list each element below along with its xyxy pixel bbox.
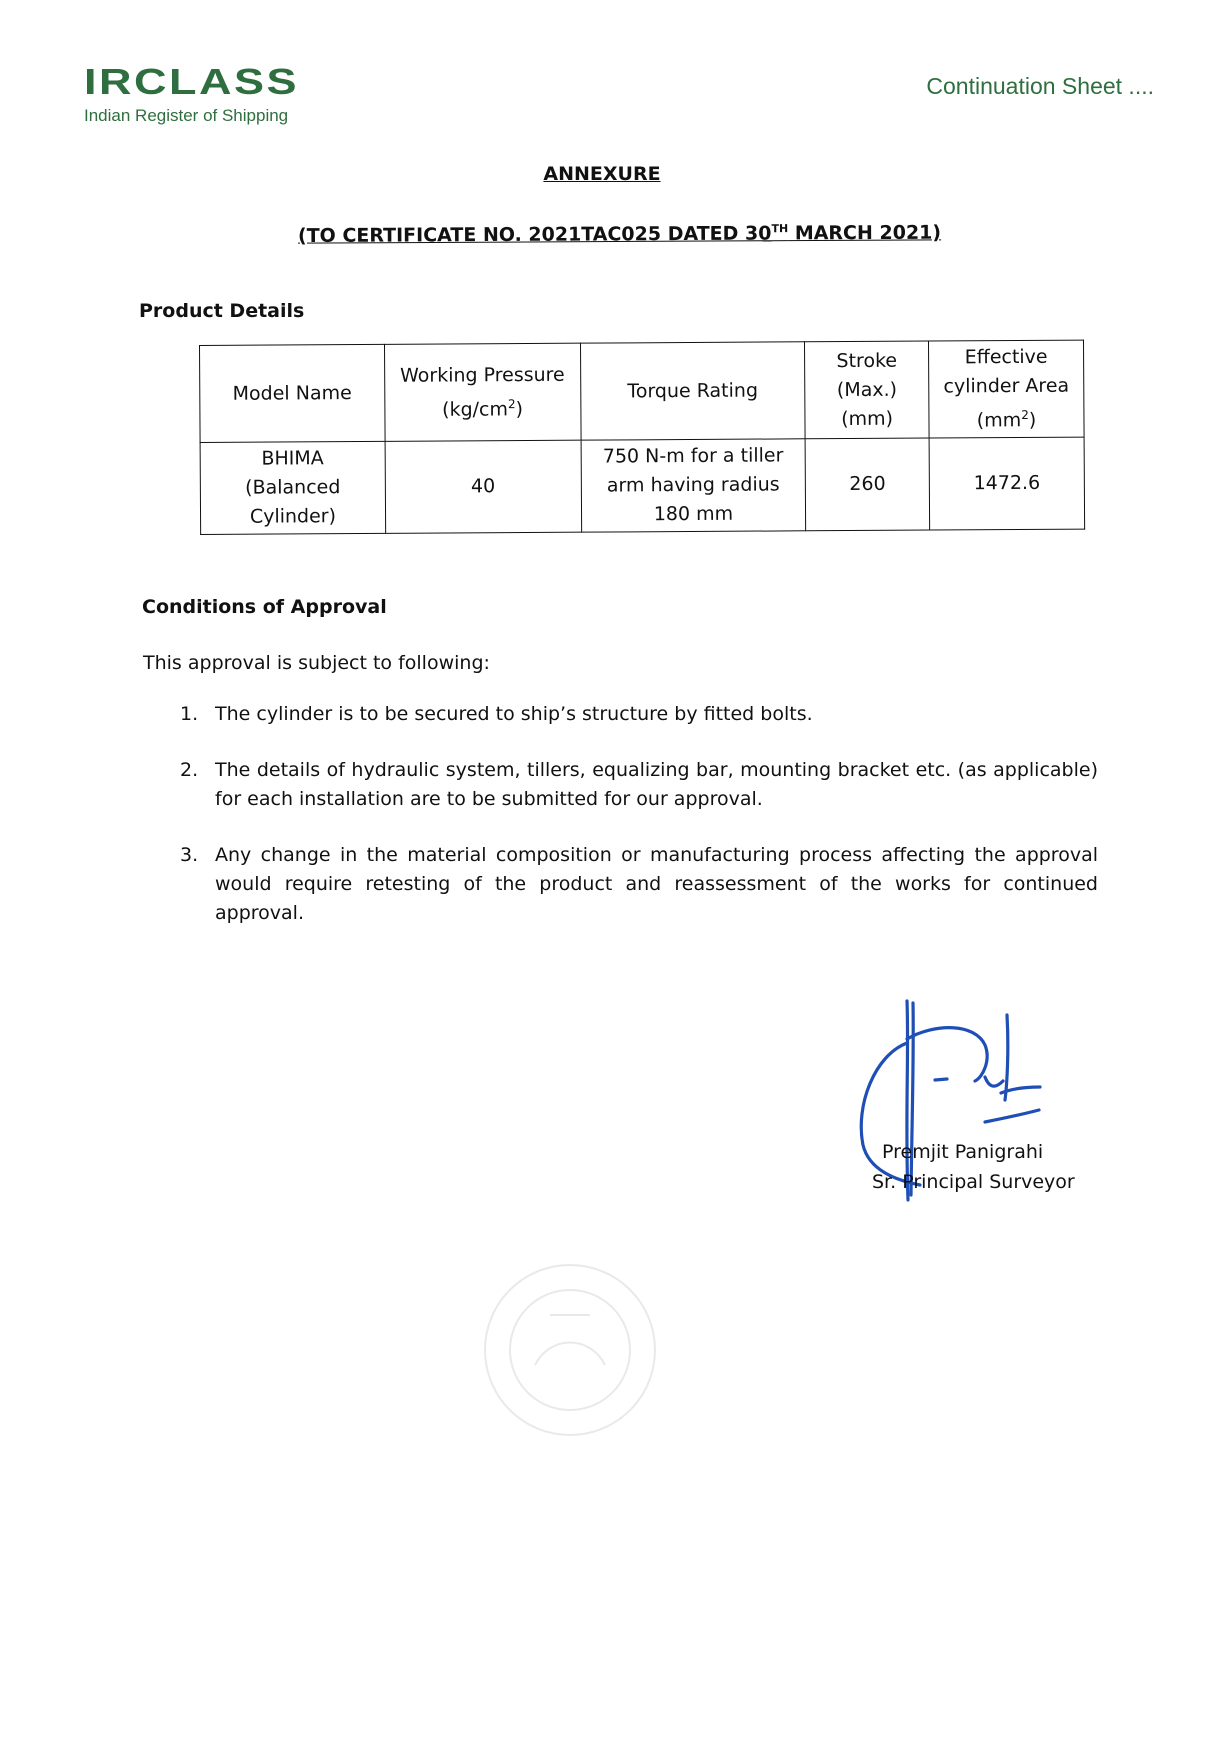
- continuation-sheet-label: Continuation Sheet ....: [926, 73, 1154, 99]
- list-item-number: 2.: [180, 759, 199, 781]
- logo-subtitle: Indian Register of Shipping: [84, 106, 289, 125]
- list-item: [180, 756, 1098, 814]
- annexure-title: ANNEXURE: [543, 163, 661, 185]
- cell-torque-rating: 750 N-m for a tiller arm having radius 180 mm: [581, 439, 806, 532]
- col-effective-area: Effective cylinder Area $(mm^2)$: [929, 340, 1084, 438]
- conditions-heading: Conditions of Approval: [142, 596, 387, 618]
- cell-stroke: 260: [805, 438, 929, 531]
- certificate-reference-sup: TH: [771, 222, 789, 236]
- signatory-title: Sr. Principal Surveyor: [872, 1171, 1075, 1193]
- list-item: [180, 700, 1098, 729]
- col-model-name: Model Name: [200, 344, 385, 442]
- embossed-seal: [455, 1255, 685, 1445]
- certificate-reference-suffix: MARCH 2021): [788, 221, 942, 245]
- certificate-reference-prefix: (TO CERTIFICATE NO. 2021TAC025 DATED 30: [297, 222, 772, 248]
- col-working-pressure: Working Pressure $(kg/cm^2)$: [384, 343, 580, 442]
- conditions-list: [180, 700, 1098, 955]
- table-header-row: [200, 340, 1085, 443]
- list-item: [180, 841, 1098, 928]
- list-item-number: 3.: [180, 844, 199, 866]
- col-stroke: Stroke (Max.) (mm): [805, 341, 929, 439]
- certificate-reference: [298, 221, 941, 247]
- list-item-number: 1.: [180, 703, 199, 725]
- product-details-table: [199, 340, 1085, 536]
- irclass-logo: [84, 61, 300, 126]
- cell-effective-area: 1472.6: [929, 437, 1084, 530]
- logo-wordmark: IRCLASS: [84, 61, 300, 102]
- list-item-text: The cylinder is to be secured to ship’s structure by fitted bolts.: [215, 703, 813, 725]
- table-row: [200, 437, 1085, 534]
- list-item-text: The details of hydraulic system, tillers, equalizing bar, mounting bracket etc. (as applicable) for each installation are to be submitted for our approval.: [215, 759, 1098, 810]
- product-details-heading: Product Details: [139, 300, 305, 322]
- col-torque-rating: Torque Rating: [580, 342, 805, 441]
- signatory-name: Premjit Panigrahi: [882, 1141, 1044, 1163]
- conditions-intro: This approval is subject to following:: [143, 652, 490, 674]
- cell-model-name: BHIMA (Balanced Cylinder): [200, 442, 385, 535]
- cell-working-pressure: 40: [385, 440, 581, 533]
- list-item-text: Any change in the material composition or manufacturing process affecting the approval would require retesting of the product and reassessment of the works for continued approval.: [215, 844, 1098, 924]
